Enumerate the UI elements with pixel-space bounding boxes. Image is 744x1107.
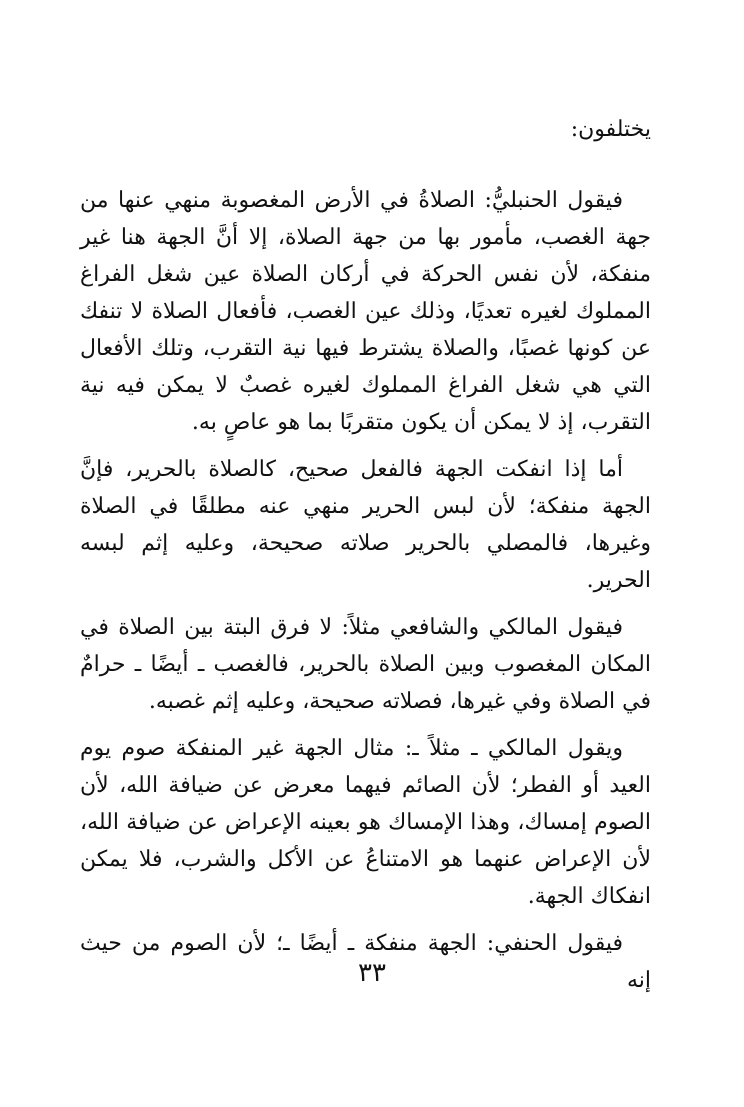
paragraph-hanbali: فيقول الحنبليُّ: الصلاةُ في الأرض المغصوبة منهي عنها من جهة الغصب، مأمور بها من جهة الصلاة، إلا أنَّ الجهة هنا غير منفكة، لأن نفس الحركة في أركان الصلاة عين شغل الفراغ المملوك لغيره تعديًا، وذلك عين الغصب، فأفعال الصلاة لا تنفك عن كونها غصبًا، والصلاة يشترط فيها نية التقرب، وتلك الأفعال التي هي شغل الفراغ المملوك لغيره غصبٌ لا يمكن فيه نية التقرب، إذ لا يمكن أن يكون متقربًا بما هو عاصٍ به. (80, 188, 651, 435)
page-number: ٣٣ (358, 958, 386, 988)
paragraph-hanafi: فيقول الحنفي: الجهة منفكة ـ أيضًا ـ؛ لأن الصوم من حيث إنه (80, 931, 651, 993)
paragraph-eid-fasting: ويقول المالكي ـ مثلاً ـ: مثال الجهة غير المنفكة صوم يوم العيد أو الفطر؛ لأن الصائم فيهما معرض عن ضيافة الله، لأن الصوم إمساك، وهذا الإمساك هو بعينه الإعراض عن ضيافة الله، لأن الإعراض عنهما هو الامتناعُ عن الأكل والشرب، فلا يمكن انفكاك الجهة. (80, 736, 651, 909)
paragraph-maliki-shafii: فيقول المالكي والشافعي مثلاً: لا فرق البتة بين الصلاة في المكان المغصوب وبين الصلاة بالحرير، فالغصب ـ أيضًا ـ حرامٌ في الصلاة وفي غيرها، فصلاته صحيحة، وعليه إثم غصبه. (80, 615, 651, 714)
intro-line: يختلفون: (570, 117, 651, 142)
paragraph-silk-prayer: أما إذا انفكت الجهة فالفعل صحيح، كالصلاة بالحرير، فإنَّ الجهة منفكة؛ لأن لبس الحرير منهي عنه مطلقًا في الصلاة وغيرها، فالمصلي بالحرير صلاته صحيحة، وعليه إثم لبسه الحرير. (80, 457, 651, 593)
